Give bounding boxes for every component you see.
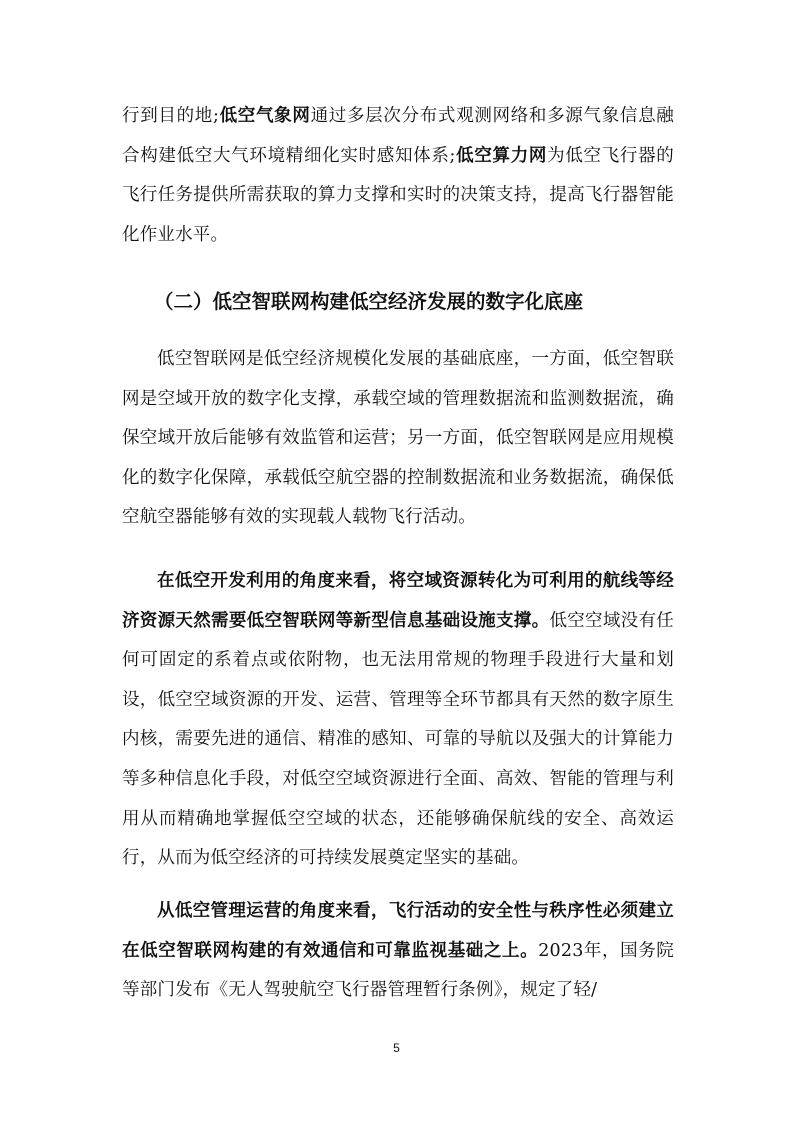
p2-text: 低空智联网是低空经济规模化发展的基础底座，一方面，低空智联网是空域开放的数字化支撑，承载空域的管理数据流和监测数据流，确保空域开放后能够有效监管和运营；另一方面，低空智联网是应用规模化的数字化保障，承载低空航空器的控制数据流和业务数据流，确保低空航空器能够有效的实现载人载物飞行活动。: [122, 349, 674, 528]
p1-bold-2: 低空算力网: [455, 145, 548, 166]
paragraph-1: [122, 97, 674, 255]
page-number: 5: [393, 1041, 400, 1055]
p3-text: 低空空域没有任何可固定的系着点或依附物，也无法用常规的物理手段进行大量和划设，低空空域资源的开发、运营、管理等全环节都具有天然的数字原生内核，需要先进的通信、精准的感知、可靠的导航以及强大的计算能力等多种信息化手段，对低空空域资源进行全面、高效、智能的管理与利用从而精确地掌握低空空域的状态，还能够确保航线的安全、高效运行，从而为低空经济的可持续发展奠定坚实的基础。: [122, 610, 674, 869]
section-heading: （二）低空智联网构建低空经济发展的数字化底座: [154, 290, 584, 313]
p4-text: 2023年，国务院等部门发布《无人驾驶航空飞行器管理暂行条例》，规定了轻/: [122, 940, 674, 1001]
p1-text-2: 通过多层次分布式观测网络和多源气象信息融合构建低空大气环境精细化实时感知体系;: [122, 106, 674, 166]
p1-text-3: 为低空飞行器的飞行任务提供所需获取的算力支撑和实时的决策支持，提高飞行器智能化作业水平。: [122, 145, 675, 245]
p1-text-1: 行到目的地;: [122, 106, 220, 126]
p3-bold: 在低空开发利用的角度来看，将空域资源转化为可利用的航线等经济资源天然需要低空智联网等新型信息基础设施支撑。: [122, 571, 674, 631]
p1-bold-1: 低空气象网: [219, 106, 311, 126]
paragraph-4: [122, 892, 674, 1011]
paragraph-3: [122, 562, 674, 879]
p4-bold: 从低空管理运营的角度来看，飞行活动的安全性与秩序性必须建立在低空智联网构建的有效通信和可靠监视基础之上。: [122, 901, 674, 961]
paragraph-2: [122, 340, 674, 538]
